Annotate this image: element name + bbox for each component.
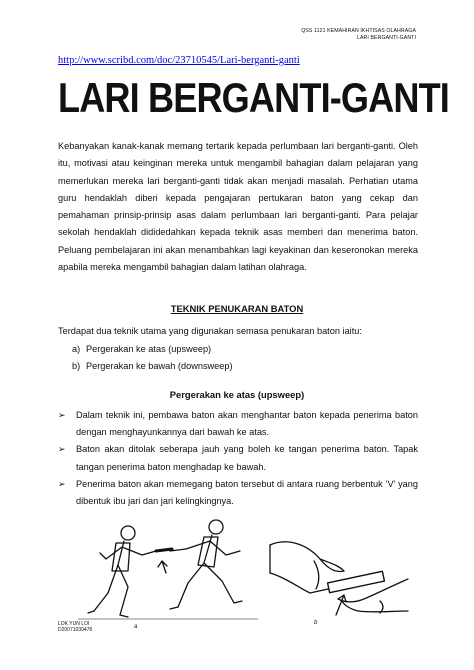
technique-list <box>72 341 233 375</box>
arrow-bullet-icon: ➢ <box>58 410 66 420</box>
bullet-list <box>58 407 418 510</box>
list-text: Pergerakan ke atas (upsweep) <box>86 344 212 354</box>
header-topic: LARI BERGANTI-GANTI <box>357 35 416 41</box>
runners-figure <box>78 520 258 619</box>
bullet-item <box>58 476 418 510</box>
intro-paragraph <box>58 138 418 276</box>
list-item <box>72 341 233 358</box>
figure-label-a: a <box>134 624 138 630</box>
bullet-text: Penerima baton akan memegang baton tersebut di antara ruang berbentuk ‘V’ yang dibentuk ibu jari dan jari kelingkingnya. <box>76 478 418 507</box>
bullet-text: Baton akan ditolak seberapa jauh yang boleh ke tangan penerima baton. Tapak tangan penerima baton menghadap ke bawah. <box>76 444 418 472</box>
list-marker: b) <box>72 361 81 371</box>
page-header <box>301 28 416 42</box>
list-item <box>72 358 233 375</box>
bullet-item <box>58 407 418 441</box>
footer-id: D20071030478 <box>58 627 93 633</box>
page-title: LARI BERGANTI-GANTI <box>58 74 449 121</box>
figure-label-b: b <box>314 620 318 626</box>
arrow-bullet-icon: ➢ <box>58 444 66 455</box>
page-footer <box>58 621 92 633</box>
header-course: QSS 1121 KEMAHIRAN IKHTISAS OLAHRAGA <box>301 28 416 34</box>
bullet-item <box>58 441 418 475</box>
section-intro: Terdapat dua teknik utama yang digunakan semasa penukaran baton iaitu: <box>58 326 362 336</box>
section-title: TEKNIK PENUKARAN BATON <box>170 303 304 314</box>
arrow-bullet-icon: ➢ <box>58 478 66 489</box>
bullet-text: Dalam teknik ini, pembawa baton akan menghantar baton kepada penerima baton dengan menghayunkannya dari bawah ke atas. <box>76 410 418 438</box>
list-text: Pergerakan ke bawah (downsweep) <box>86 361 233 371</box>
subsection-title: Pergerakan ke atas (upsweep) <box>169 389 305 400</box>
list-marker: a) <box>72 344 81 354</box>
source-link[interactable]: http://www.scribd.com/doc/23710545/Lari-berganti-ganti <box>58 55 300 66</box>
intro-text: Kebanyakan kanak-kanak memang tertarik kepada perlumbaan lari berganti-ganti. Oleh itu, motivasi atau keinginan mereka untuk mengambil bahagian dalam pelajaran yang memerlukan mereka lari berganti-ganti tidak akan menjadi masalah. Perhatian utama guru hendaklah diberi kepada pengajaran pertukaran baton yang cekap dan pemahaman prinsip-prinsip asas dalam perlumbaan lari berganti-ganti. Para pelajar sekolah hendaklah dididedahkan kepada teknik asas memberi dan menerima baton. Peluang pembelajaran ini akan menambahkan lagi keyakinan dan keseronokan mereka apabila mereka mengambil bahagian dalam latihan olahraga. <box>58 141 418 273</box>
footer-author: LOK YUN LOI <box>58 621 90 627</box>
baton-exchange-illustration <box>58 515 418 625</box>
hands-figure <box>270 542 408 615</box>
